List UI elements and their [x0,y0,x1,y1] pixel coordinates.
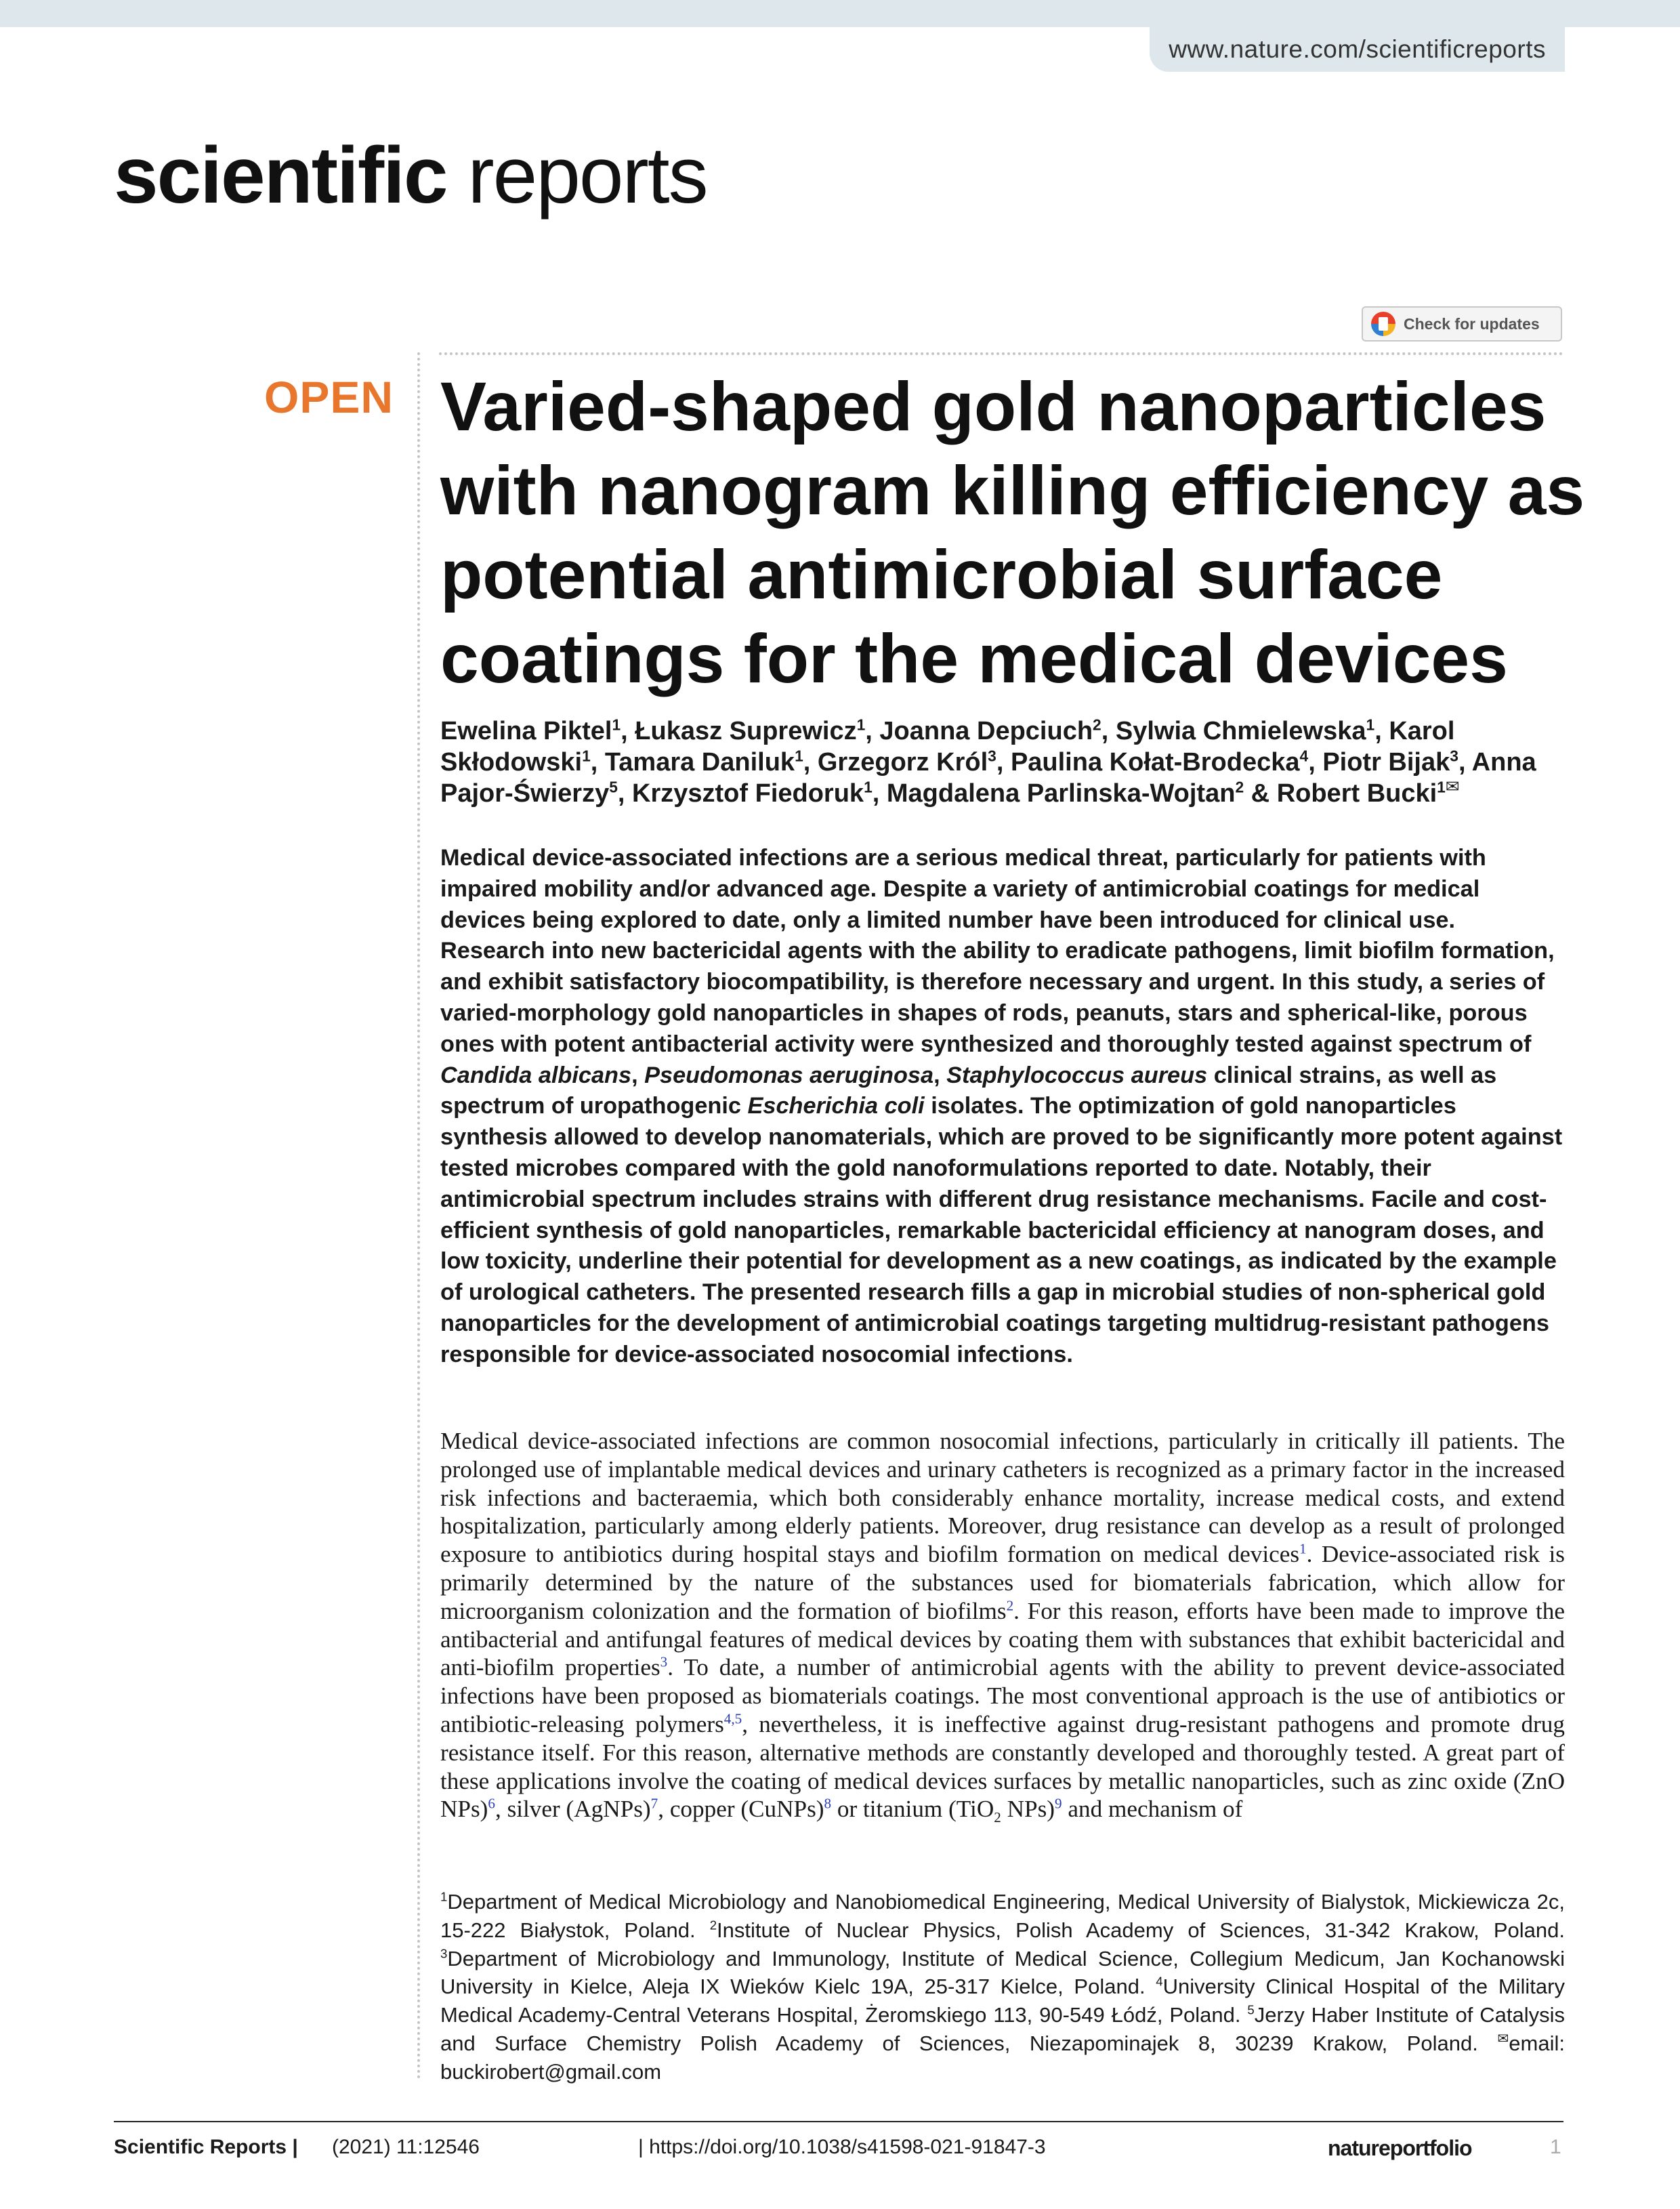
author-name[interactable]: Piotr Bijak [1322,748,1450,777]
reference-link[interactable]: 3 [660,1653,668,1670]
author-affiliation: 2 [1093,716,1101,734]
author-affiliation: 1 [1437,778,1446,796]
open-access-label: OPEN [264,372,394,422]
author-affiliation: 3 [1450,747,1458,765]
dotted-divider-vertical [417,352,420,2080]
author-affiliation: 1 [582,747,591,765]
author-separator: , [621,717,635,745]
body-text: . To date, a number of antimicrobial agents with the ability to prevent device-associated infections have been proposed as biomaterials coatings. The most conventional approach is the use of antibiotics or antibiotic-releasing polymers [440,1654,1565,1737]
journal-logo[interactable] [114,131,707,220]
affiliation-text: Institute of Nuclear Physics, Polish Academy of Sciences, 31-342 Krakow, Poland. [717,1918,1565,1942]
author-name[interactable]: Karol Skłodowski [440,717,1455,777]
check-for-updates-button[interactable] [1362,306,1562,342]
abstract [440,843,1565,1371]
author-name[interactable]: Krzysztof Fiedoruk [632,779,864,808]
reference-link[interactable]: 6 [488,1795,495,1812]
author-separator: , [1101,717,1116,745]
reference-link[interactable]: 2 [1006,1597,1014,1614]
author-separator: , [872,779,887,808]
body-text: . For this reason, efforts have been made to improve the antibacterial and antifungal features of medical devices by coating them with substances that exhibit bactericidal and anti-biofilm properties [440,1597,1566,1681]
author-name[interactable]: Ewelina Piktel [440,717,612,745]
author-name[interactable]: Paulina Kołat-Brodecka [1010,748,1300,777]
author-separator: , [996,748,1011,777]
author-affiliation: 5 [609,778,618,796]
subscript: 2 [994,1809,1001,1826]
dotted-divider-horizontal [439,352,1563,355]
affiliation-text: Department of Medical Microbiology and Nanobiomedical Engineering, Medical University of Bialystok, Mickiewicza 2c, 15-222 Białystok, Poland. [440,1890,1565,1942]
reference-link[interactable]: 7 [650,1795,658,1812]
author-name[interactable]: Sylwia Chmielewska [1115,717,1366,745]
journal-url[interactable]: www.nature.com/scientificreports [1150,27,1565,72]
abstract-text: clinical strains, as well as spectrum of uropathogenic [440,1062,1497,1119]
body-text: Medical device-associated infections are common nosocomial infections, particularly in critically ill patients. The prolonged use of implantable medical devices and urinary catheters is recognized as a primary factor in the increased risk infections and bacteraemia, which both considerably enhance mortality, increase medical costs, and extend hospitalization, particularly among elderly patients. Moreover, drug resistance can develop as a result of prolonged exposure to antibiotics during hospital stays and biofilm formation on medical devices [440,1428,1565,1568]
header-bar [0,0,1680,27]
affiliation-number: 3 [440,1946,448,1961]
abstract-text: isolates. The optimization of gold nanoparticles synthesis allowed to develop nanomaterials, which are proved to be significantly more potent against tested microbes compared with the gold nanoformulations reported to date. Notably, their antimicrobial spectrum includes strains with different drug resistance mechanisms. Facile and cost-efficient synthesis of gold nanoparticles, remarkable bactericidal efficiency at nanogram doses, and low toxicity, underline their potential for development as a new coatings, as indicated by the example of urological catheters. The presented research fills a gap in microbial studies of non-spherical gold nanoparticles for the development of antimicrobial coatings targeting multidrug-resistant pathogens responsible for device-associated nosocomial infections. [440,1093,1563,1367]
journal-logo-bold: scientific [114,131,447,220]
publisher-logo[interactable]: natureportfolio [1328,2136,1472,2160]
journal-logo-normal: reports [467,131,707,220]
body-text: , nevertheless, it is ineffective against drug-resistant pathogens and promote drug resistance itself. For this reason, alternative methods are constantly developed and thoroughly tested. A great part of these applications involve the coating of medical devices surfaces by metallic nanoparticles, such as zinc oxide (ZnO NPs) [440,1710,1565,1823]
affiliation-text: Department of Microbiology and Immunology, Institute of Medical Science, Collegium Medicum, Jan Kochanowski University in Kielce, Aleja IX Wieków Kielc 19A, 25-317 Kielce, Poland. [440,1946,1565,1999]
author-name[interactable]: Magdalena Parlinska-Wojtan [886,779,1236,808]
reference-link[interactable]: 9 [1055,1795,1062,1812]
author-separator: , [617,779,633,808]
author-affiliation: 1 [856,716,866,734]
species-name: Staphylococcus aureus [946,1062,1208,1088]
author-affiliation: 1 [1366,716,1375,734]
abstract-text: Medical device-associated infections are a serious medical threat, particularly for patients with impaired mobility and/or advanced age. Despite a variety of antimicrobial coatings for medical devices being explored to date, only a limited number have been introduced for clinical use. Research into new bactericidal agents with the ability to eradicate pathogens, limit biofilm formation, and exhibit satisfactory biocompatibility, is therefore necessary and urgent. In this study, a series of varied-morphology gold nanoparticles in shapes of rods, peanuts, stars and spherical-like, porous ones with potent antibacterial activity were synthesized and thoroughly tested against spectrum of [440,845,1555,1057]
species-name: Escherichia coli [747,1093,925,1119]
author-separator: , [1458,748,1472,777]
introduction-paragraph [440,1427,1566,1826]
body-text: or titanium (TiO [831,1796,994,1823]
author-affiliation: 1 [612,716,621,734]
reference-link[interactable]: 4,5 [723,1710,742,1727]
affiliations: $^1$Department of Medical Microbiology and Nanobiomedical Engineering, Medical University of Bialystok, Mickiewicza 2c, 15-222 Białystok, Poland. $^2$Institute of Nuclear Physics, Polish Academy of Sciences, 31-342 Krakow, Poland. $^3$Department of Microbiology and Immunology, Institute of Medical Science, Collegium Medicum, Jan Kochanowski University in Kielce, Aleja IX Wieków Kielc 19A, 25-317 Kielce, Poland. $^4$University Clinical Hospital of the Military Medical Academy-Central Veterans Hospital, Żeromskiego 113, 90-549 Łódź, Poland. $^5$Jerzy Haber Institute of Catalysis and Surface Chemistry Polish Academy of Sciences, Niezapominajek 8, 30239 Krakow, Poland. ✉email: buckirobert@gmail.com [440,1889,1565,2084]
author-affiliation: 1 [795,747,803,765]
author-separator: , [865,717,880,745]
reference-link[interactable]: 1 [1299,1540,1307,1557]
check-updates-icon [1371,312,1395,336]
author-affiliation: 4 [1299,747,1309,765]
footer-journal: Scientific Reports | [114,2136,298,2158]
footer-divider [114,2121,1563,2122]
species-name: Pseudomonas aeruginosa [644,1062,934,1088]
affiliation-number: 1 [440,1889,448,1904]
author-name[interactable]: Joanna Depciuch [879,717,1093,745]
footer-doi-link[interactable]: | https://doi.org/10.1038/s41598-021-91847-3 [638,2136,1046,2158]
author-separator: & [1244,779,1277,808]
reference-link[interactable]: 8 [824,1795,832,1812]
affiliation-number: 5 [1247,2002,1255,2017]
body-text: , silver (AgNPs) [495,1796,651,1823]
author-separator: , [1374,717,1389,745]
author-separator: , [590,748,605,777]
author-affiliation: 1 [864,778,873,796]
article-title: Varied-shaped gold nanoparticles with nanogram killing efficiency as potential antimicrobial surface coatings for the medical devices [440,368,1585,697]
author-name[interactable]: Łukasz Suprewicz [635,717,857,745]
author-name[interactable]: Grzegorz Król [817,748,988,777]
affiliation-number: 2 [709,1918,717,1933]
author-name[interactable]: Tamara Daniluk [604,748,795,777]
abstract-text: , [933,1062,947,1088]
body-text: and mechanism of [1062,1796,1243,1823]
affiliation-text: University Clinical Hospital of the Military Medical Academy-Central Veterans Hospital, Żeromskiego 113, 90-549 Łódź, Poland. [440,1975,1565,2027]
author-name[interactable]: Anna Pajor-Świerzy [440,748,1536,808]
body-text: . Device-associated risk is primarily determined by the nature of the substances used for biomaterials fabrication, which allow for microorganism colonization and the formation of biofilms [440,1541,1565,1624]
email-label: email: [1509,2031,1565,2055]
check-updates-label: Check for updates [1404,314,1540,333]
abstract-text: , [631,1062,645,1088]
species-name: Candida albicans [440,1062,632,1088]
author-separator: , [1308,748,1323,777]
body-text: NPs) [1001,1796,1055,1823]
author-separator: , [803,748,818,777]
affiliation-text: Jerzy Haber Institute of Catalysis and Surface Chemistry Polish Academy of Sciences, Niezapominajek 8, 30239 Krakow, Poland. [440,2003,1565,2055]
affiliation-number: 4 [1156,1975,1163,1989]
page-number: 1 [1550,2136,1561,2158]
author-list: Ewelina Piktel$^1$, Łukasz Suprewicz$^1$, Joanna Depciuch$^2$, Sylwia Chmielewska$^1$, Karol Skłodowski$^1$, Tamara Daniluk$^1$, Grzegorz Król$^3$, Paulina Kołat-Brodecka$^4$, Piotr Bijak$^3$, Anna Pajor-Świerzy$^5$, Krzysztof Fiedoruk$^1$, Magdalena Parlinska-Wojtan$^2$ & Robert Bucki$^1$✉ [440,716,1536,808]
author-name[interactable]: Robert Bucki [1276,779,1437,808]
footer-year-volume: (2021) 11:12546 [332,2136,480,2158]
email-link[interactable]: buckirobert@gmail.com [440,2059,662,2084]
body-text: , copper (CuNPs) [658,1796,824,1823]
author-affiliation: 3 [988,747,996,765]
author-affiliation: 2 [1235,778,1244,796]
